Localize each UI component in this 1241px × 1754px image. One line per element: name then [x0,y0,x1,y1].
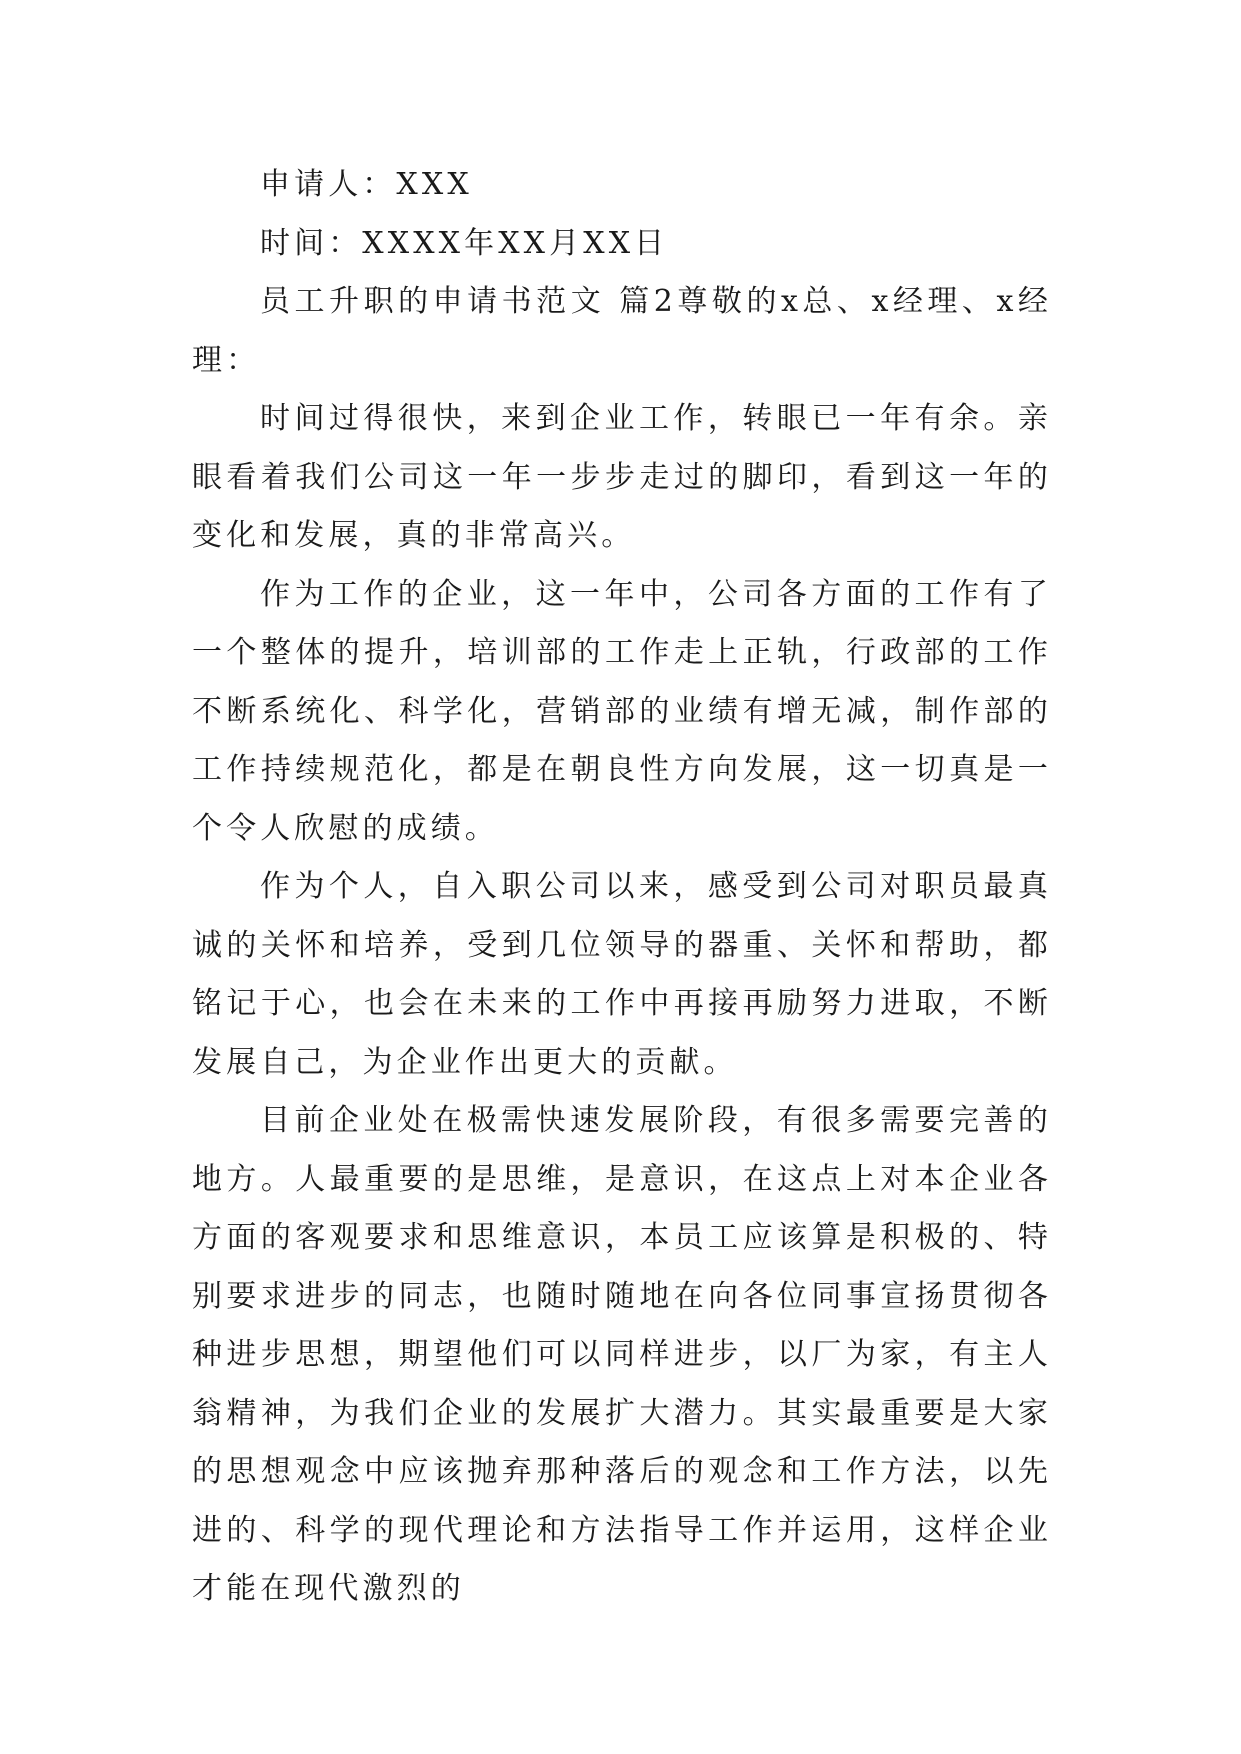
section-heading-salutation: 员工升职的申请书范文 篇2尊敬的x总、x经理、x经理： [192,284,1052,378]
body-paragraph: 作为工作的企业，这一年中，公司各方面的工作有了一个整体的提升，培训部的工作走上正轨，行政部的工作不断系统化、科学化，营销部的业绩有增无减，制作部的工作持续规范化，都是在朝良性方向发展，这一切真是一个令人欣慰的成绩。 [192,576,1052,846]
body-paragraph: 作为个人，自入职公司以来，感受到公司对职员最真诚的关怀和培养，受到几位领导的器重、关怀和帮助，都铭记于心，也会在未来的工作中再接再励努力进取，不断发展自己，为企业作出更大的贡献。 [192,869,1052,1080]
document-body [192,156,1052,1619]
date-line: 时间：XXXX年XX月XX日 [260,225,669,261]
body-paragraph: 目前企业处在极需快速发展阶段，有很多需要完善的地方。人最重要的是思维，是意识，在这点上对本企业各方面的客观要求和思维意识，本员工应该算是积极的、特别要求进步的同志，也随时随地在向各位同事宣扬贯彻各种进步思想，期望他们可以同样进步，以厂为家，有主人翁精神，为我们企业的发展扩大潜力。其实最重要是大家的思想观念中应该抛弃那种落后的观念和工作方法，以先进的、科学的现代理论和方法指导工作并运用，这样企业才能在现代激烈的 [192,1103,1052,1606]
applicant-line: 申请人：XXX [260,167,473,202]
body-paragraph: 时间过得很快，来到企业工作，转眼已一年有余。亲眼看着我们公司这一年一步步走过的脚印，看到这一年的变化和发展，真的非常高兴。 [192,401,1052,553]
